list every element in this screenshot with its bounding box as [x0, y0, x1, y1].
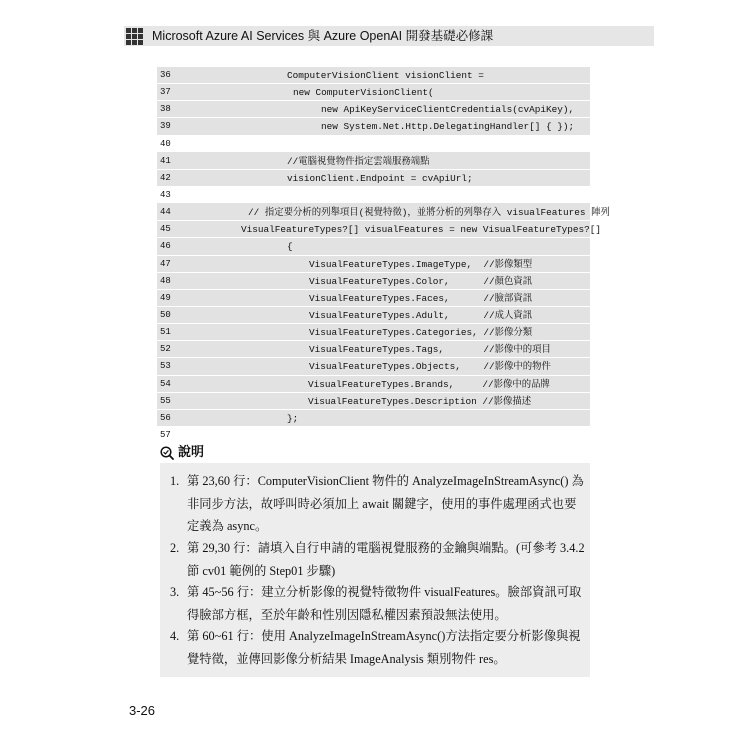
code-text: VisualFeatureTypes.Objects, //影像中的物件 [309, 361, 551, 373]
line-number: 48 [160, 275, 171, 286]
code-listing [157, 67, 610, 444]
code-text: VisualFeatureTypes.Adult, //成人資訊 [309, 309, 533, 321]
grid-logo-icon [126, 28, 143, 45]
code-line [157, 67, 590, 84]
code-line [157, 101, 590, 118]
line-number: 37 [160, 87, 171, 98]
code-line [157, 118, 590, 135]
code-line [157, 393, 590, 410]
line-number: 36 [160, 70, 171, 80]
line-number: 45 [160, 224, 171, 235]
line-number: 39 [160, 121, 171, 132]
code-line [157, 187, 590, 204]
code-text: visionClient.Endpoint = cvApiUrl; [287, 172, 473, 184]
line-number: 40 [160, 138, 171, 149]
note-text: 第 45~56 行：建立分析影像的視覺特徵物件 visualFeatures。臉部資訊可取得臉部方框，至於年齡和性別因隱私權因素預設無法使用。 [187, 585, 582, 622]
line-number: 49 [160, 292, 171, 303]
code-line [157, 324, 590, 341]
line-number: 57 [160, 429, 171, 440]
code-text: }; [287, 412, 299, 424]
note-text: 第 23,60 行：ComputerVisionClient 物件的 AnalyzeImageInStreamAsync() 為非同步方法，故呼叫時必須加上 await 關鍵字，使用的事件處理函式也要定義為 async。 [187, 474, 584, 533]
note-text: 第 60~61 行：使用 AnalyzeImageInStreamAsync()方法指定要分析影像與視覺特徵，並傳回影像分析結果 ImageAnalysis 類別物件 res。 [187, 629, 581, 666]
note-number: 4. [170, 629, 180, 643]
line-number: 46 [160, 241, 171, 252]
line-number: 41 [160, 155, 171, 166]
code-text: ComputerVisionClient visionClient = [287, 70, 484, 81]
code-line [157, 273, 590, 290]
code-line [157, 341, 590, 358]
code-line [157, 256, 590, 273]
line-number: 53 [160, 361, 171, 372]
code-text: { [287, 241, 293, 253]
code-text: VisualFeatureTypes.Faces, //臉部資訊 [309, 292, 533, 304]
line-number: 50 [160, 309, 171, 320]
code-line [157, 358, 590, 375]
note-number: 3. [170, 585, 180, 599]
code-text: //電腦視覺物件指定雲端服務端點 [287, 155, 430, 167]
code-text: VisualFeatureTypes.Brands, //影像中的品牌 [308, 378, 550, 390]
book-title: Microsoft Azure AI Services 與 Azure OpenAI 開發基礎必修課 [152, 29, 494, 43]
code-text: VisualFeatureTypes.Tags, //影像中的項目 [309, 344, 551, 356]
magnifier-check-icon [160, 446, 174, 460]
line-number: 38 [160, 104, 171, 115]
code-line [157, 204, 610, 221]
line-number: 56 [160, 412, 171, 423]
code-line [157, 221, 602, 238]
code-line [157, 136, 590, 153]
code-line [157, 238, 590, 255]
line-number: 52 [160, 344, 171, 355]
code-text: VisualFeatureTypes.Categories, //影像分類 [309, 327, 533, 339]
code-line [157, 84, 590, 101]
code-line [157, 376, 590, 393]
code-text: new ComputerVisionClient( [293, 87, 434, 99]
code-line [157, 153, 590, 170]
page-number: 3-26 [129, 703, 156, 718]
line-number: 42 [160, 172, 171, 183]
line-number: 44 [160, 207, 171, 218]
code-text: VisualFeatureTypes.Color, //顏色資訊 [309, 275, 533, 287]
code-text: new System.Net.Http.DelegatingHandler[] { }); [321, 121, 575, 133]
line-number: 55 [160, 395, 171, 406]
running-header [124, 26, 654, 46]
code-text: VisualFeatureTypes.Description //影像描述 [308, 395, 532, 407]
code-line [157, 410, 590, 427]
line-number: 54 [160, 378, 171, 389]
code-text: VisualFeatureTypes?[] visualFeatures = new VisualFeatureTypes?[] [241, 224, 602, 236]
code-text: new ApiKeyServiceClientCredentials(cvApiKey), [321, 104, 575, 116]
note-number: 2. [170, 541, 180, 555]
code-line [157, 427, 590, 444]
code-line [157, 307, 590, 324]
line-number: 43 [160, 189, 171, 200]
code-line [157, 290, 590, 307]
code-line [157, 170, 590, 187]
line-number: 51 [160, 327, 171, 338]
explanation-title: 說明 [178, 445, 205, 460]
code-text: // 指定要分析的列舉項目(視覺特徵)，並將分析的列舉存入 visualFeatures 陣列 [248, 207, 610, 219]
note-text: 第 29,30 行：請填入自行申請的電腦視覺服務的金鑰與端點。(可參考 3.4.2 節 cv01 範例的 Step01 步驟) [187, 541, 585, 578]
explanation-notes [160, 463, 590, 677]
line-number: 47 [160, 258, 171, 269]
note-number: 1. [170, 474, 180, 488]
code-text: VisualFeatureTypes.ImageType, //影像類型 [309, 258, 533, 270]
